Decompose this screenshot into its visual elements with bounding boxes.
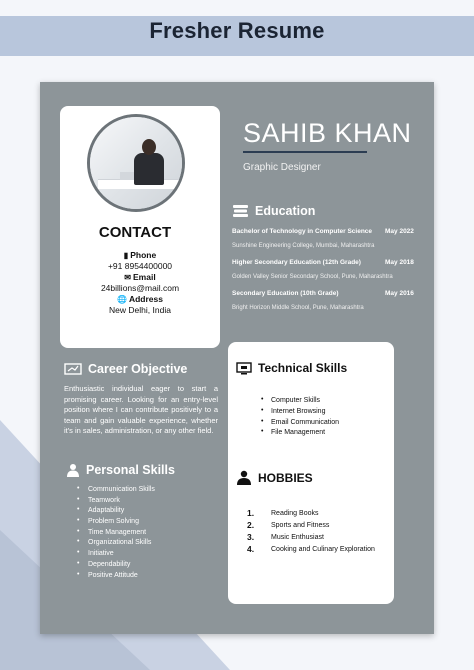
email-address: 24billions@mail.com xyxy=(100,283,180,293)
technical-skills-heading xyxy=(236,361,347,375)
profile-photo xyxy=(87,114,185,212)
education-title: Education xyxy=(255,204,316,218)
personal-skills-title: Personal Skills xyxy=(86,463,175,477)
objective-title: Career Objective xyxy=(88,362,188,376)
hobby-label: Sports and Fitness xyxy=(271,521,330,529)
education-school: Golden Valley Senior Secondary School, Pune, Maharashtra xyxy=(232,274,393,280)
education-school: Sunshine Engineering College, Mumbai, Maharashtra xyxy=(232,243,375,249)
hobby-item xyxy=(247,508,318,518)
address-value: New Delhi, India xyxy=(109,305,171,315)
list-item: • Email Communication xyxy=(260,419,339,430)
hobby-number: 2. xyxy=(247,520,255,530)
email-icon: ✉ xyxy=(124,273,131,282)
list-item: • Computer Skills xyxy=(260,397,339,408)
books-icon xyxy=(232,204,249,218)
phone-icon: ▮ xyxy=(123,251,129,260)
education-degree: Higher Secondary Education (12th Grade) xyxy=(232,259,361,266)
hobbies-icon xyxy=(236,470,252,485)
list-item: • Organizational Skills xyxy=(76,539,155,550)
education-year: May 2022 xyxy=(385,228,414,235)
objective-heading xyxy=(64,362,187,376)
hobby-item xyxy=(247,532,324,542)
contact-heading: CONTACT xyxy=(98,224,172,241)
person-icon xyxy=(66,463,80,477)
education-year: May 2016 xyxy=(385,290,414,297)
email-label: Email xyxy=(133,272,156,282)
hobby-label: Music Enthusiast xyxy=(271,533,324,541)
candidate-role: Graphic Designer xyxy=(243,162,321,173)
hobby-label: Cooking and Culinary Exploration xyxy=(271,545,375,553)
list-item: • Communication Skills xyxy=(76,486,155,497)
list-item: • Dependability xyxy=(76,561,155,572)
education-school: Bright Horizon Middle School, Pune, Maharashtra xyxy=(232,305,364,311)
hobby-number: 4. xyxy=(247,544,255,554)
monitor-icon xyxy=(236,362,252,375)
hobby-item xyxy=(247,544,375,554)
technical-skills-title: Technical Skills xyxy=(258,361,348,375)
email-label-row xyxy=(60,272,220,282)
phone-label: Phone xyxy=(130,250,157,260)
list-item: • Positive Attitude xyxy=(76,572,155,583)
globe-icon: 🌐 xyxy=(117,295,127,304)
list-item: • File Management xyxy=(260,429,339,440)
hobby-label: Reading Books xyxy=(271,509,319,517)
phone-label-row xyxy=(60,250,220,260)
personal-skills-list xyxy=(76,486,155,582)
list-item: • Problem Solving xyxy=(76,518,155,529)
personal-skills-heading xyxy=(66,463,175,477)
phone-number: +91 8954400000 xyxy=(107,261,173,271)
hobbies-heading xyxy=(236,470,313,485)
education-degree: Bachelor of Technology in Computer Science xyxy=(232,228,373,235)
list-item: • Time Management xyxy=(76,529,155,540)
page-title: Fresher Resume xyxy=(149,18,325,43)
hobbies-title: HOBBIES xyxy=(258,470,313,485)
list-item: • Initiative xyxy=(76,550,155,561)
list-item: • Teamwork xyxy=(76,497,155,508)
list-item: • Adaptability xyxy=(76,507,155,518)
address-label-row xyxy=(60,294,220,304)
hobby-number: 1. xyxy=(247,508,255,518)
hobby-number: 3. xyxy=(247,532,255,542)
address-label: Address xyxy=(128,294,163,304)
technical-skills-list xyxy=(260,397,339,440)
list-item: • Internet Browsing xyxy=(260,408,339,419)
objective-text: Enthusiastic individual eager to start a promising career. Looking for an entry-level position where I can contribute positively to a team and gain valuable experience, whether it's in sales, administration, or any other field. xyxy=(64,384,218,436)
presentation-icon xyxy=(64,363,82,376)
education-degree: Secondary Education (10th Grade) xyxy=(232,290,339,297)
hobby-item xyxy=(247,520,329,530)
name-underline xyxy=(243,151,367,153)
education-year: May 2018 xyxy=(385,259,414,266)
education-heading xyxy=(232,204,315,218)
candidate-name: SAHIB KHAN xyxy=(243,118,412,148)
